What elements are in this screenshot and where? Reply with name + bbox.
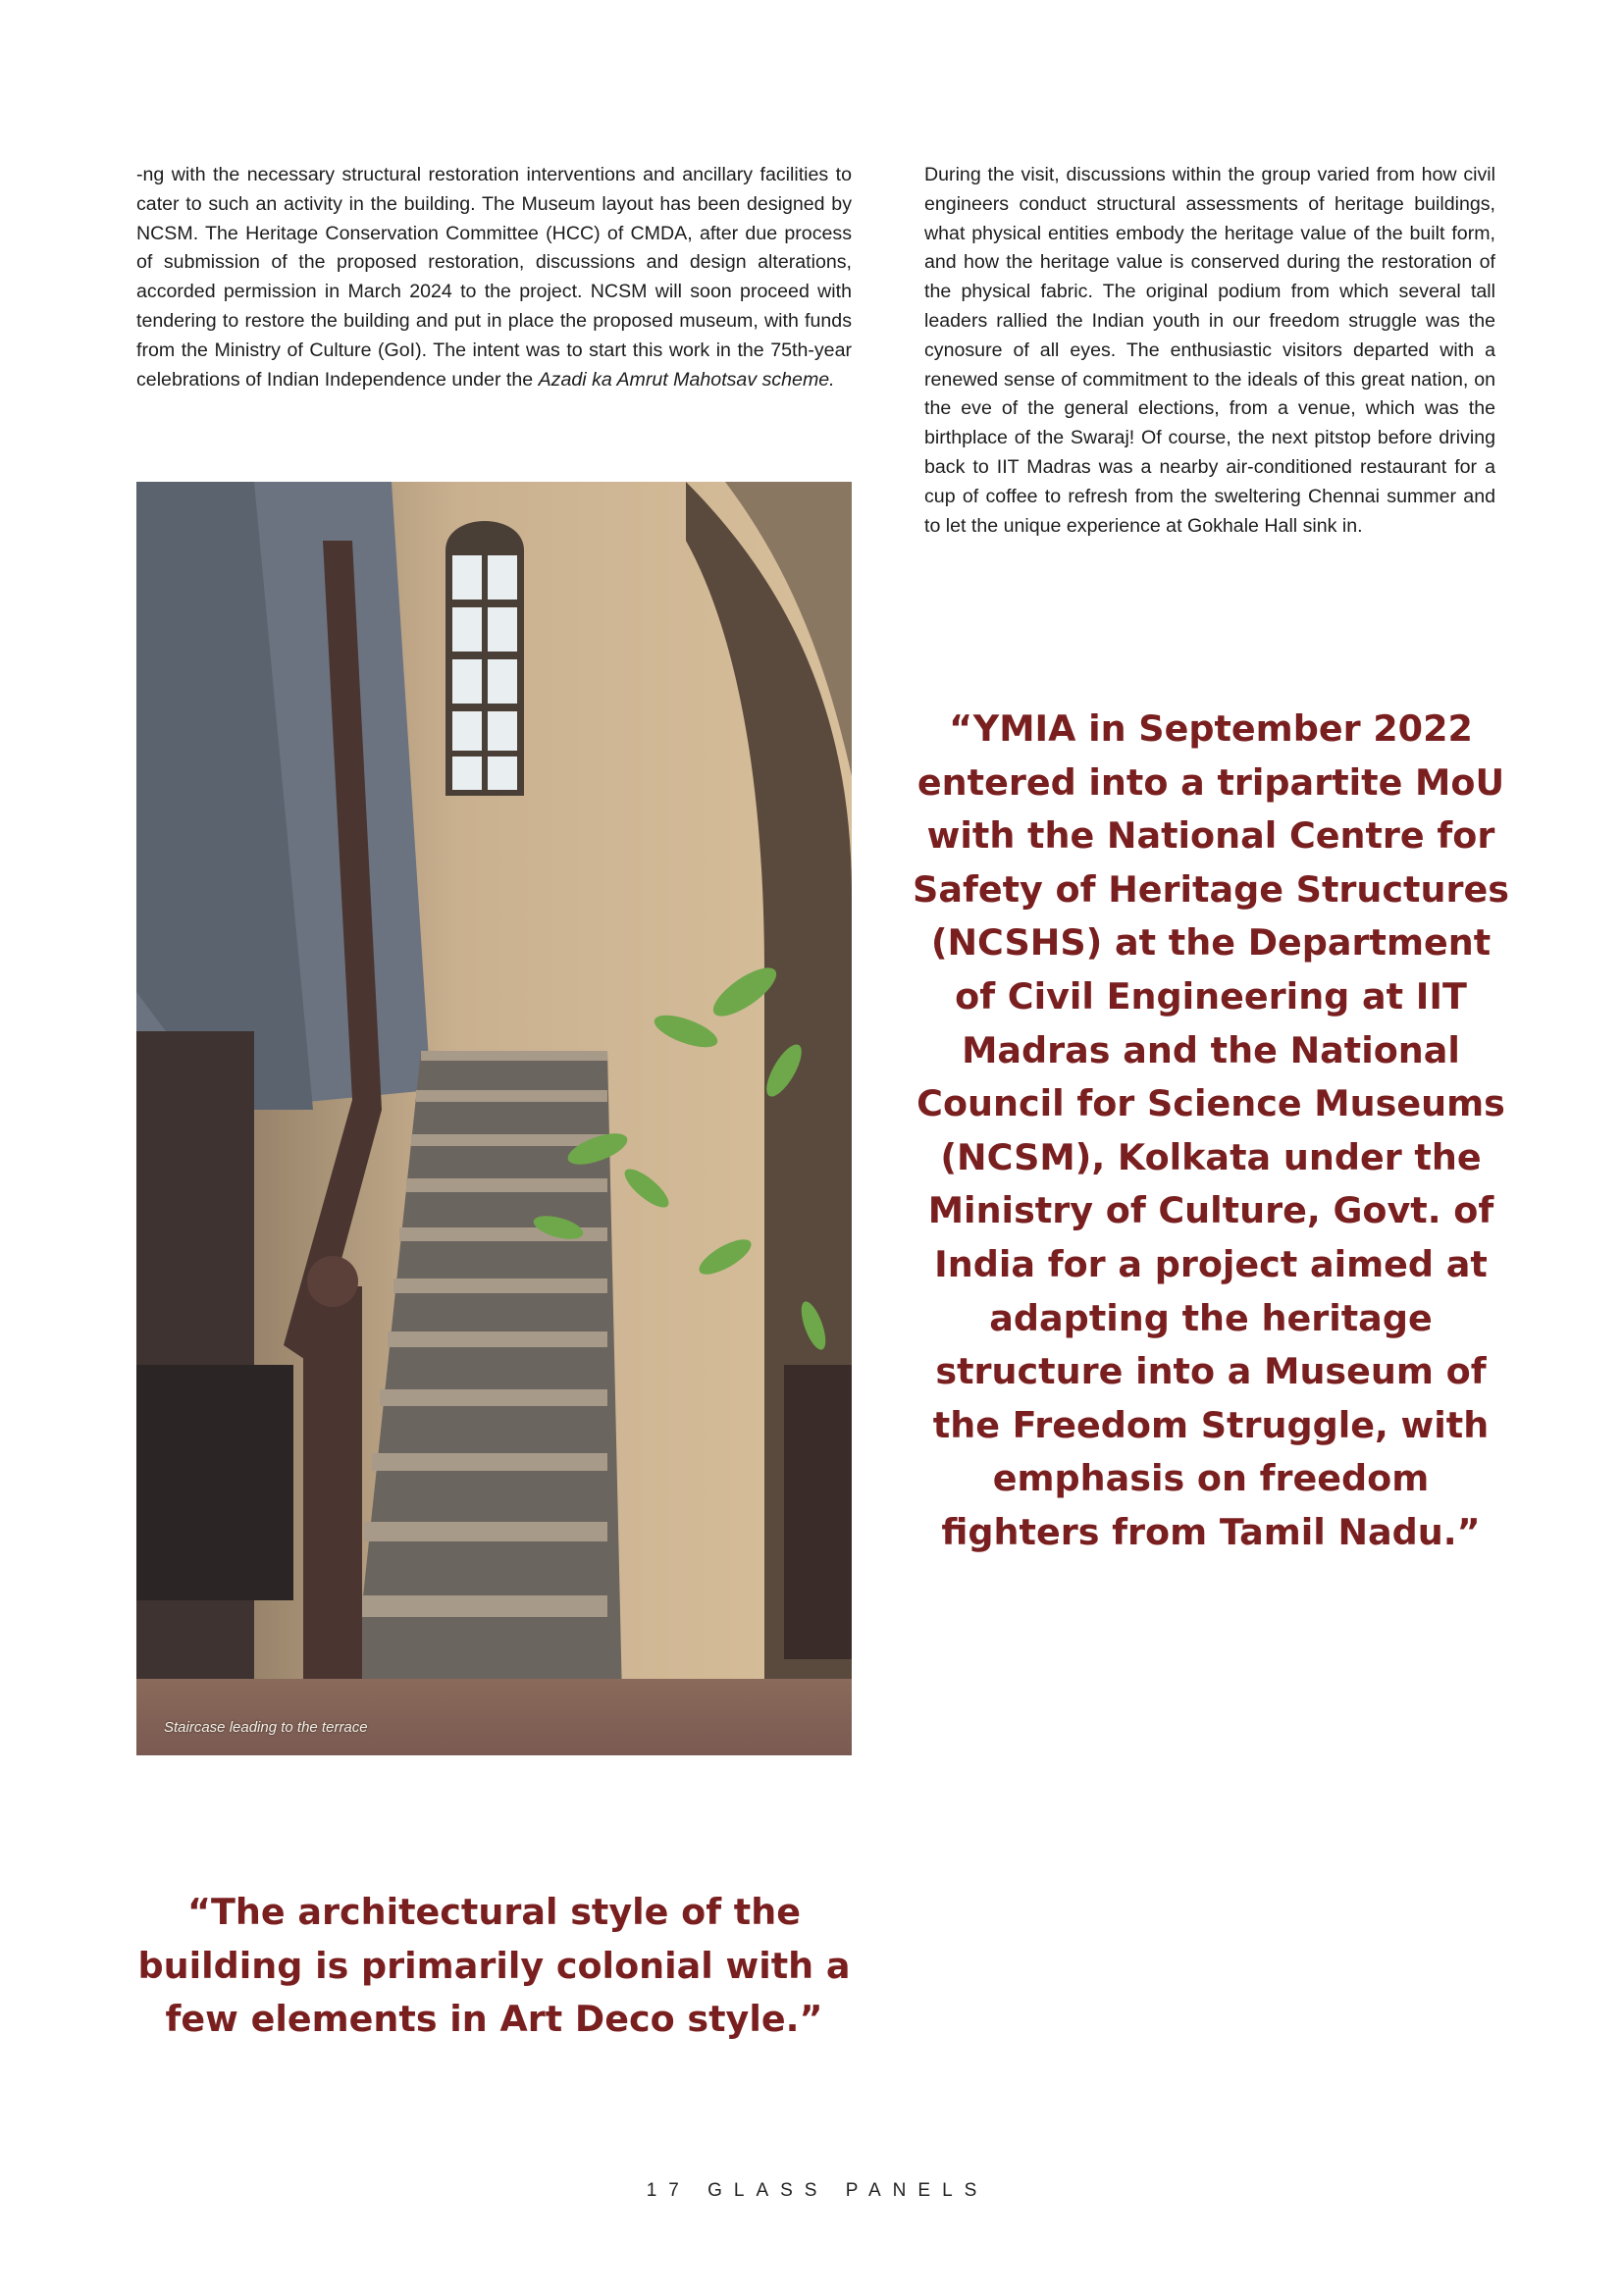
right-column-paragraph: During the visit, discussions within the group varied from how civil engineers conduct structural assessments of heritage buildings, what physical entities embody the heritage value of the built form, and how the heritage value is conserved during the restoration of the physical fabric. The original podium from which several tall leaders rallied the Indian youth in our freedom struggle was the cynosure of all eyes. The enthusiastic visitors departed with a renewed sense of commitment to the ideals of this great nation, on the eve of the general elections, from a venue, which was the birthplace of the Swaraj! Of course, the next pitstop before driving back to IIT Madras was a nearby air-conditioned restaurant for a cup of coffee to refresh from the sweltering Chennai summer and to let the unique experience at Gokhale Hall sink in. xyxy=(924,164,1495,537)
pull-quote-mou: “YMIA in September 2022 entered into a tripartite MoU with the National Centre for Safety of Heritage Structures (NCSHS) at the Department of Civil Engineering at IIT Madras and the National Council for Science Museums (NCSM), Kolkata under the Ministry of Culture, Govt. of India for a project aimed at adapting the heritage structure into a Museum of the Freedom Struggle, with emphasis on freedom fighters from Tamil Nadu.” xyxy=(913,707,1509,1553)
right-column-text xyxy=(924,161,1495,541)
left-column-text xyxy=(136,161,852,394)
left-paragraph-body: -ng with the necessary structural restoration interventions and ancillary facilities to cater to such an activity in the building. The Museum layout has been designed by NCSM. The Heritage Conservation Committee (HCC) of CMDA, after due process of submission of the proposed restoration, discussions and design alterations, accorded permission in March 2024 to the project. NCSM will soon proceed with tendering to restore the building and put in place the proposed museum, with funds from the Ministry of Culture (GoI). The intent was to start this work in the 75th-year celebrations of Indian Independence under the xyxy=(136,164,852,391)
left-column-paragraph xyxy=(136,161,852,394)
staircase-photo xyxy=(136,482,852,1755)
photo-caption: Staircase leading to the terrace xyxy=(164,1719,368,1736)
scheme-name-italic: Azadi ka Amrut Mahotsav scheme. xyxy=(538,368,835,391)
page-footer: 17 GLASS PANELS xyxy=(646,2180,989,2201)
pull-quote-architecture: “The architectural style of the building is primarily colonial with a few elements in Art Deco style.” xyxy=(137,1891,851,2041)
